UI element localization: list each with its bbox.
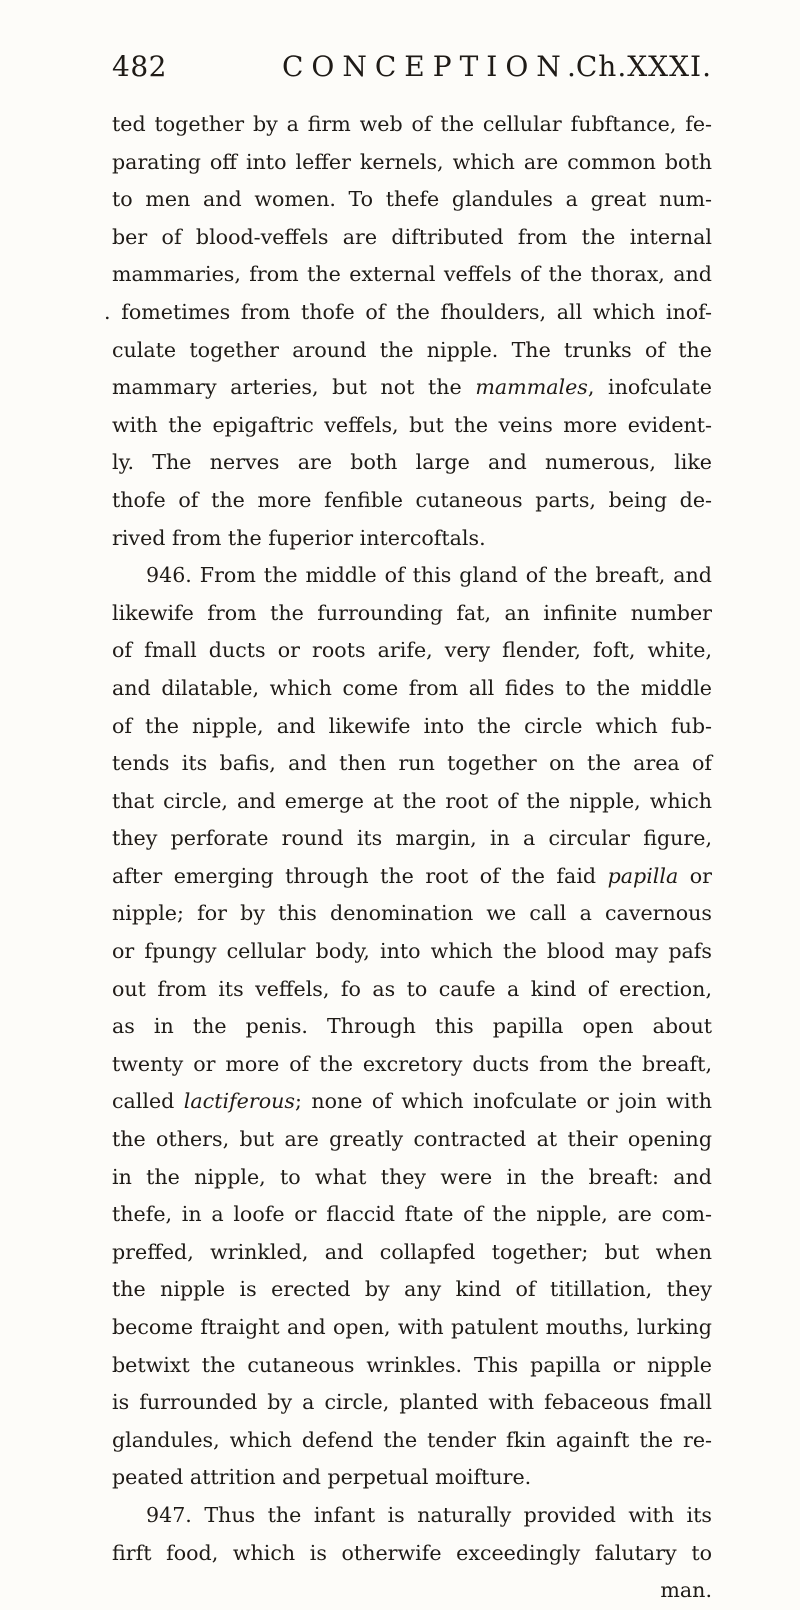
text-line: or fpungy cellular body, into which the blood may pafs bbox=[112, 939, 712, 964]
text-line: ly. The nerves are both large and numerous, like bbox=[112, 450, 712, 475]
text-line: rived from the fuperior intercoftals. bbox=[112, 525, 486, 550]
text-line: nipple; for by this denomination we call a cavernous bbox=[112, 901, 712, 926]
text-line: ted together by a firm web of the cellular fubftance, fe- bbox=[112, 112, 712, 136]
paragraph-start: 947. Thus the infant is naturally provided with its bbox=[146, 1502, 712, 1527]
text-line: out from its veffels, fo as to caufe a kind of erection, bbox=[112, 976, 712, 1001]
running-header bbox=[112, 50, 712, 96]
text-line: as in the penis. Through this papilla open about bbox=[112, 1014, 712, 1039]
text-line: peated attrition and perpetual moifture. bbox=[112, 1465, 532, 1490]
text-line: preffed, wrinkled, and collapfed together; but when bbox=[112, 1239, 712, 1264]
text-line: to men and women. To thefe glandules a great num- bbox=[112, 187, 712, 212]
paragraph-start: 946. From the middle of this gland of the breaft, and bbox=[146, 563, 712, 588]
text-line: parating off into leffer kernels, which are common both bbox=[112, 149, 712, 174]
text-line: after emerging through the root of the faid papilla or bbox=[112, 863, 712, 888]
text-line: thefe, in a loofe or flaccid ftate of the nipple, are com- bbox=[112, 1202, 712, 1227]
text-line: that circle, and emerge at the root of the nipple, which bbox=[112, 788, 712, 813]
page-number: 482 bbox=[112, 50, 167, 83]
text-line: tends its bafis, and then run together on the area of bbox=[112, 751, 712, 776]
text-line: firft food, which is otherwife exceedingly falutary to bbox=[112, 1540, 712, 1565]
text-line: mammaries, from the external veffels of the thorax, and bbox=[112, 262, 712, 287]
text-line: glandules, which defend the tender fkin againft the re- bbox=[112, 1427, 712, 1452]
text-line: with the epigaftric veffels, but the veins more evident- bbox=[112, 412, 712, 437]
text-line: and dilatable, which come from all fides to the middle bbox=[112, 675, 712, 700]
text-line: twenty or more of the excretory ducts from the breaft, bbox=[112, 1051, 712, 1076]
text-line: betwixt the cutaneous wrinkles. This papilla or nipple bbox=[112, 1352, 712, 1377]
text-line: of fmall ducts or roots arife, very flender, foft, white, bbox=[112, 638, 712, 663]
body-text bbox=[104, 106, 712, 1610]
text-line: called lactiferous; none of which inofculate or join with bbox=[112, 1089, 712, 1114]
text-line: in the nipple, to what they were in the breaft: and bbox=[112, 1164, 712, 1189]
text-line: the nipple is erected by any kind of titillation, they bbox=[112, 1277, 712, 1302]
catchword: man. bbox=[660, 1578, 712, 1603]
text-line: of the nipple, and likewife into the circle which fub- bbox=[112, 713, 712, 738]
text-line: . fometimes from thofe of the fhoulders, all which inof- bbox=[104, 299, 712, 324]
chapter-label: Ch.XXXI. bbox=[575, 50, 712, 83]
text-line: the others, but are greatly contracted at their opening bbox=[112, 1127, 712, 1152]
text-line: likewife from the furrounding fat, an infinite number bbox=[112, 600, 712, 625]
text-line: ber of blood-veffels are diftributed from the internal bbox=[112, 224, 712, 249]
text-line: become ftraight and open, with patulent mouths, lurking bbox=[112, 1315, 712, 1339]
text-line: they perforate round its margin, in a circular figure, bbox=[112, 826, 712, 851]
text-line: thofe of the more fenfible cutaneous parts, being de- bbox=[112, 487, 712, 512]
text-line: is furrounded by a circle, planted with febaceous fmall bbox=[112, 1390, 712, 1415]
running-title: CONCEPTION. bbox=[282, 50, 584, 83]
text-line: culate together around the nipple. The trunks of the bbox=[112, 337, 712, 362]
text-line: mammary arteries, but not the mammales, inofculate bbox=[112, 375, 712, 400]
